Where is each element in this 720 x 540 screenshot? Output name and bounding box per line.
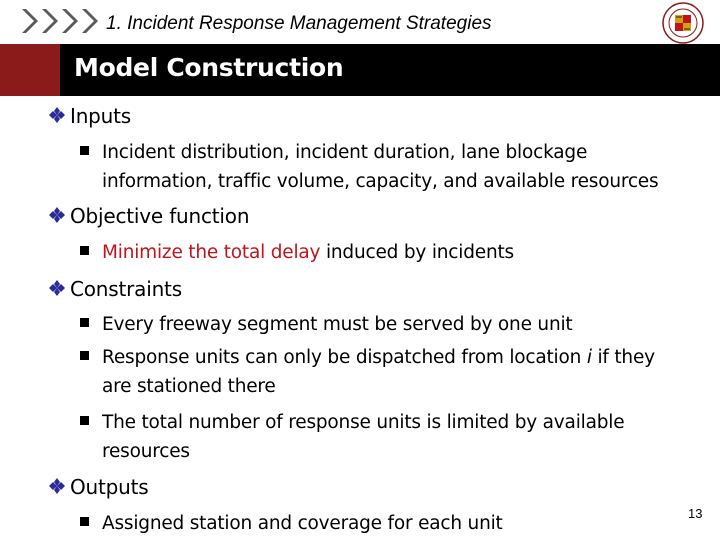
square-bullet-icon [80,146,89,155]
slide-title: Model Construction [74,53,344,82]
list-item: Assigned station and coverage for each unit [80,509,503,538]
list-item: Incident distribution, incident duration, lane blockage information, traffic volume, capacity, and available resources [80,138,658,196]
section-label: Constraints [70,277,182,301]
list-item: The total number of response units is limited by available resources [80,408,624,466]
square-bullet-icon [80,416,89,425]
highlighted-text: Minimize the total delay [102,242,321,263]
diamond-bullet-icon [48,106,66,124]
list-item: Response units can only be dispatched from location i if they are stationed there [80,343,655,401]
section-label: Inputs [70,104,132,128]
list-item: Every freeway segment must be served by one unit [80,310,572,339]
square-bullet-icon [80,517,89,526]
diamond-bullet-icon [48,206,66,224]
diamond-bullet-icon [48,279,66,297]
section-heading-inputs [48,104,131,128]
section-heading-outputs [48,475,149,499]
section-label: Outputs [70,475,149,499]
square-bullet-icon [80,351,89,360]
square-bullet-icon [80,246,89,255]
square-bullet-icon [80,318,89,327]
breadcrumb: 1. Incident Response Management Strategies [106,13,492,34]
section-label: Objective function [70,204,250,228]
section-heading-objective [48,204,249,228]
list-item: Minimize the total delay induced by incidents [80,238,514,267]
page-number: 13 [688,506,703,521]
diamond-bullet-icon [48,477,66,495]
section-heading-constraints [48,277,182,301]
